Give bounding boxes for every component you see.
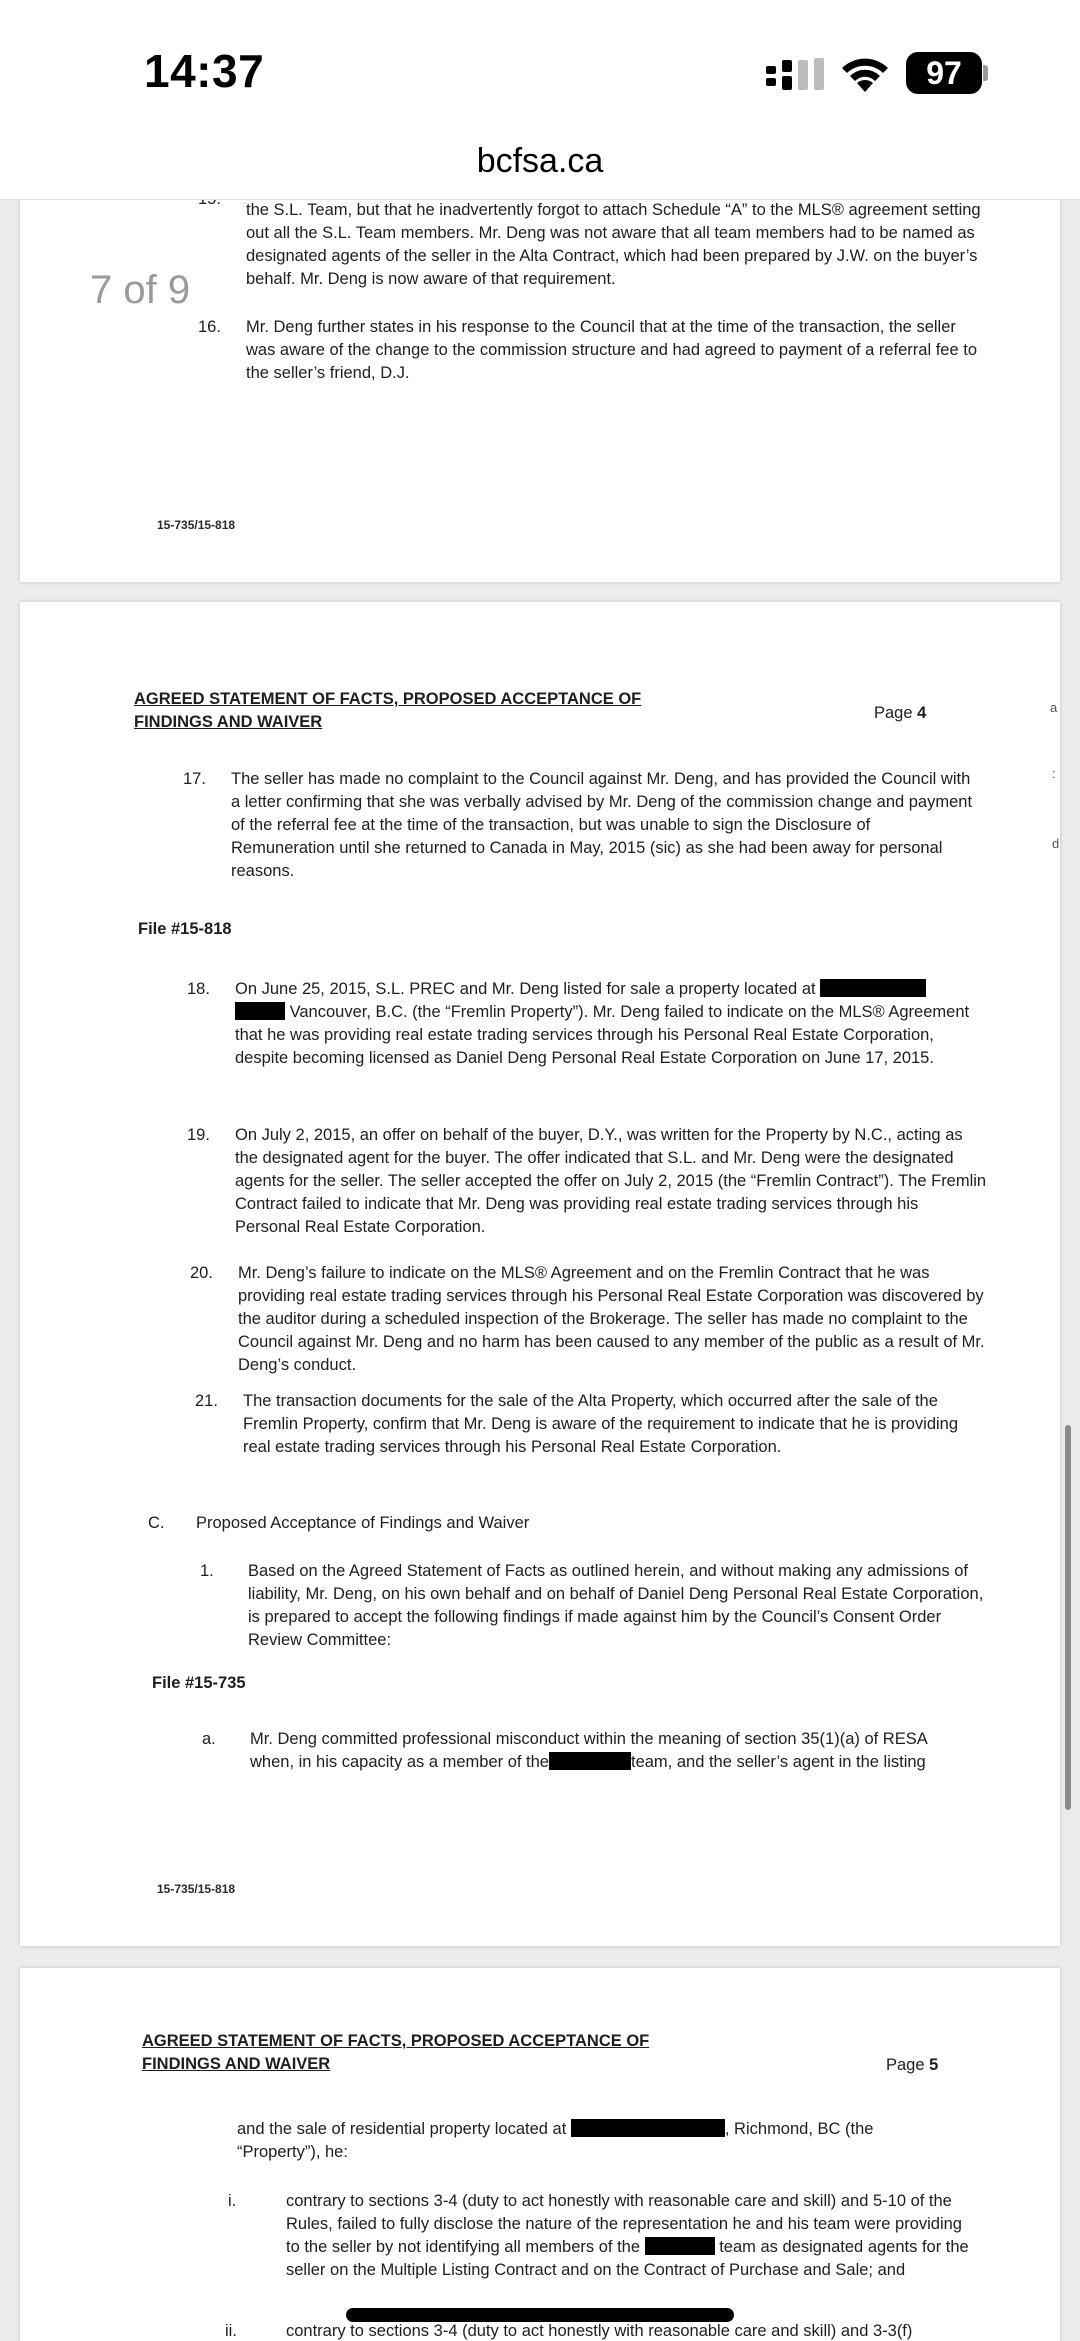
finding-ii	[225, 2320, 985, 2341]
pdf-page-4	[20, 602, 1060, 1946]
paragraph-number	[198, 188, 246, 291]
wifi-icon	[840, 54, 890, 94]
paragraph-text: when, in his capacity as a member of the	[250, 1753, 549, 1771]
paragraph-16	[198, 316, 988, 385]
paragraph-15	[198, 188, 988, 291]
finding-a	[202, 1728, 992, 1774]
paragraph-19	[187, 1124, 987, 1239]
paragraph-text: the S.L. Team, but that he inadvertently forgot to attach Schedule “A” to the MLS® agreement setting out all the S.L. Team members. Mr. Deng was not aware that all team members had to be named as designated agents of the seller in the Alta Contract, which had been prepared by J.W. on the buyer’s behalf. Mr. Deng is now aware of that requirement.	[246, 201, 981, 288]
paragraph-text: Mr. Deng’s failure to indicate on the MLS® Agreement and on the Fremlin Contract that he was providing real estate trading services through his Personal Real Estate Corporation was discovered by the auditor during a scheduled inspection of the Brokerage. The seller has made no complaint to the Council against Mr. Deng and no harm has been caused to any member of the public as a result of Mr. Deng’s conduct.	[238, 1264, 985, 1374]
file-label: File #15-735	[152, 1674, 246, 1692]
redacted-text	[820, 979, 926, 997]
paragraph-text: and the sale of residential property located at	[237, 2120, 567, 2138]
status-bar	[0, 0, 1080, 200]
paragraph-20	[190, 1262, 987, 1377]
adjacent-page-edge: a	[1050, 700, 1058, 715]
cellular-signal-icon	[766, 58, 824, 92]
paragraph-text: team as designated agents for the seller on the Multiple Listing Contract and on the Contract of Purchase and Sale; and	[286, 2238, 969, 2279]
page-footer: 15-735/15-818	[157, 1882, 236, 1896]
paragraph-text: Vancouver, B.C. (the “Fremlin Property”). Mr. Deng failed to indicate on the MLS® Agreement that he was providing real estate trading services through his Personal Real Estate Corporation, despite becoming licensed as Daniel Deng Personal Real Estate Corporation on June 17, 2015.	[235, 1003, 970, 1067]
paragraph-18	[187, 978, 987, 1070]
battery-tip	[983, 65, 988, 81]
paragraph-text: contrary to sections 3-4 (duty to act honestly with reasonable care and skill) and 3-3(f)	[286, 2322, 913, 2340]
paragraph-number: 16.	[198, 318, 221, 336]
file-label: File #15-818	[138, 920, 232, 938]
paragraph-number: 17.	[183, 770, 206, 788]
paragraph-number: i.	[228, 2192, 237, 2210]
paragraph-number: 19.	[187, 1126, 210, 1144]
paragraph-text: , Richmond, BC (the	[724, 2120, 874, 2138]
page-heading: AGREED STATEMENT OF FACTS, PROPOSED ACCEPTANCE OF FINDINGS AND WAIVER	[142, 2032, 650, 2073]
page-footer: 15-735/15-818	[157, 518, 236, 532]
paragraph-text: On July 2, 2015, an offer on behalf of the buyer, D.Y., was written for the Property by N.C., acting as the designated agent for the buyer. The offer indicated that S.L. and Mr. Deng were the designated agents for the seller. The seller accepted the offer on July 2, 2015 (the “Fremlin Contract”). The Fremlin Contract failed to indicate that Mr. Deng was providing real estate trading services through his Personal Real Estate Corporation.	[235, 1126, 987, 1236]
paragraph-text: “Property”), he:	[237, 2143, 348, 2161]
finding-i	[228, 2190, 980, 2282]
paragraph-text: team, and the seller’s agent in the listing	[630, 1753, 926, 1771]
paragraph-text: The seller has made no complaint to the Council against Mr. Deng, and has provided the Council with a letter confirming that she was verbally advised by Mr. Deng of the commission change and payment of the referral fee at the time of the transaction, but was unable to sign the Disclosure of Remuneration until she returned to Canada in May, 2015 (sic) as she had been away for personal reasons.	[231, 770, 973, 880]
redacted-text	[235, 1002, 285, 1020]
section-c-heading: C. Proposed Acceptance of Findings and Waiver	[148, 1514, 530, 1532]
paragraph-number: a.	[202, 1730, 216, 1748]
paragraph-number: ii.	[225, 2322, 237, 2340]
paragraph-number: 20.	[190, 1264, 213, 1282]
pdf-page-5	[20, 1968, 1060, 2341]
redacted-text	[645, 2237, 715, 2255]
adjacent-page-edge: d	[1052, 836, 1060, 851]
page-indicator: 7 of 9	[90, 268, 191, 312]
paragraph-text: Based on the Agreed Statement of Facts as outlined herein, and without making any admissions of liability, Mr. Deng, on his own behalf and on behalf of Daniel Deng Personal Real Estate Corporation, is prepared to accept the following findings if made against him by the Council’s Consent Order Review Committee:	[248, 1562, 984, 1649]
paragraph-text: Mr. Deng committed professional misconduct within the meaning of section 35(1)(a) of RESA	[250, 1730, 928, 1748]
paragraph-17	[183, 768, 973, 883]
battery-icon: 97	[906, 52, 982, 94]
paragraph-text: contrary to sections 3-4 (duty to act honestly with reasonable care and skill) and 5-10 of the Rules, failed to fully disclose the nature of the representation he and his team were providing to the seller by not identifying all members of the	[286, 2192, 962, 2256]
paragraph-number: 21.	[195, 1392, 218, 1410]
page-number: Page 5	[886, 2056, 939, 2074]
paragraph-text: Mr. Deng further states in his response to the Council that at the time of the transaction, the seller was aware of the change to the commission structure and had agreed to payment of a referral fee to the seller’s friend, D.J.	[246, 318, 977, 382]
paragraph-number: 18.	[187, 980, 210, 998]
page-heading: AGREED STATEMENT OF FACTS, PROPOSED ACCEPTANCE OF FINDINGS AND WAIVER	[134, 690, 642, 731]
clock: 14:37	[144, 45, 265, 97]
paragraph-text: On June 25, 2015, S.L. PREC and Mr. Deng listed for sale a property located at	[235, 980, 816, 998]
home-indicator[interactable]	[346, 2308, 734, 2322]
scrollbar-thumb[interactable]	[1065, 1425, 1071, 1810]
adjacent-page-edge: :	[1052, 766, 1056, 781]
paragraph-text: The transaction documents for the sale of the Alta Property, which occurred after the sale of the Fremlin Property, confirm that Mr. Deng is aware of the requirement to indicate that he is providing real estate trading services through his Personal Real Estate Corporation.	[243, 1392, 959, 1456]
paragraph-21	[195, 1390, 990, 1459]
continuation-paragraph	[237, 2118, 977, 2164]
redacted-text	[571, 2119, 725, 2137]
paragraph-number: 1.	[200, 1562, 214, 1580]
page-number: Page 4	[874, 704, 927, 722]
redacted-text	[549, 1752, 631, 1770]
paragraph-c1	[200, 1560, 990, 1652]
address-bar[interactable]: bcfsa.ca	[476, 142, 604, 180]
